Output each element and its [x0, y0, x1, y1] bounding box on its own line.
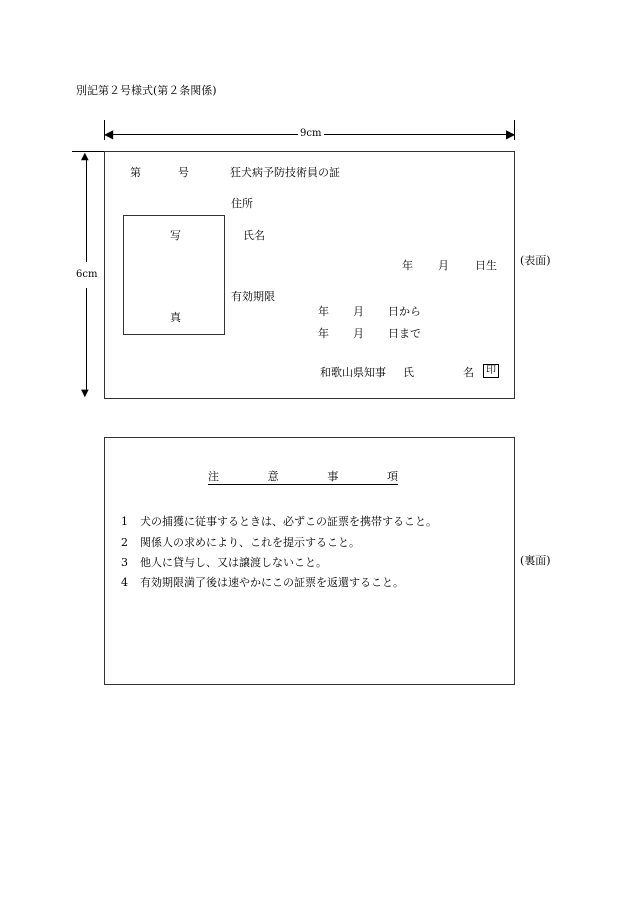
notes-title-char-1: 注 [208, 470, 219, 483]
height-dim-line-bottom [86, 288, 87, 392]
issuer-title: 和歌山県知事 [320, 366, 386, 379]
valid-from-day: 日から [388, 305, 421, 318]
valid-to-day: 日まで [388, 327, 421, 340]
notes-title-char-4: 項 [386, 470, 398, 483]
width-arrow-right-icon: ▶ [506, 127, 516, 141]
issuer-name-label-2: 名 [463, 366, 474, 379]
front-side-label: (表面) [520, 254, 551, 267]
notes-title [208, 471, 398, 485]
seal-stamp: 印 [483, 364, 499, 378]
note-num-1: 1 [121, 515, 128, 528]
birth-day-label: 日生 [475, 259, 497, 272]
height-arrow-up-icon: ▲ [81, 151, 89, 162]
valid-to-year: 年 [318, 327, 329, 340]
width-arrow-left-icon: ◀ [104, 127, 114, 141]
note-num-2: 2 [121, 536, 128, 549]
height-dim-label: 6cm [76, 269, 98, 280]
note-text-1: 犬の捕獲に従事するときは、必ずこの証票を携帯すること。 [140, 515, 437, 528]
notes-title-char-3: 事 [327, 470, 339, 483]
note-text-3: 他人に貸与し、又は譲渡しないこと。 [140, 556, 327, 569]
note-text-2: 関係人の求めにより、これを提示すること。 [140, 536, 360, 549]
birth-month-label: 月 [438, 259, 449, 272]
width-dim-line-left [110, 134, 298, 135]
photo-label-bottom: 真 [170, 311, 181, 324]
height-arrow-down-icon: ▼ [81, 388, 89, 399]
form-title: 別記第２号様式(第２条関係) [76, 84, 217, 97]
note-num-3: 3 [121, 556, 128, 569]
number-prefix: 第 [130, 166, 141, 179]
number-suffix: 号 [178, 166, 189, 179]
valid-to-month: 月 [353, 327, 364, 340]
valid-from-month: 月 [353, 305, 364, 318]
validity-label: 有効期限 [231, 290, 275, 303]
address-label: 住所 [231, 197, 253, 210]
issuer-name-label-1: 氏 [403, 366, 414, 379]
valid-from-year: 年 [318, 305, 329, 318]
height-dim-line-top [86, 158, 87, 262]
note-num-4: 4 [121, 576, 128, 589]
note-text-4: 有効期限満了後は速やかにこの証票を返還すること。 [140, 576, 404, 589]
width-dim-label: 9cm [300, 128, 322, 139]
back-side-label: (裏面) [520, 554, 551, 567]
width-dim-line-right [324, 134, 508, 135]
certificate-title: 狂犬病予防技術員の証 [230, 166, 340, 179]
photo-label-top: 写 [170, 229, 181, 242]
name-label: 氏名 [243, 229, 265, 242]
notes-title-char-2: 意 [267, 470, 279, 483]
birth-year-label: 年 [402, 259, 413, 272]
